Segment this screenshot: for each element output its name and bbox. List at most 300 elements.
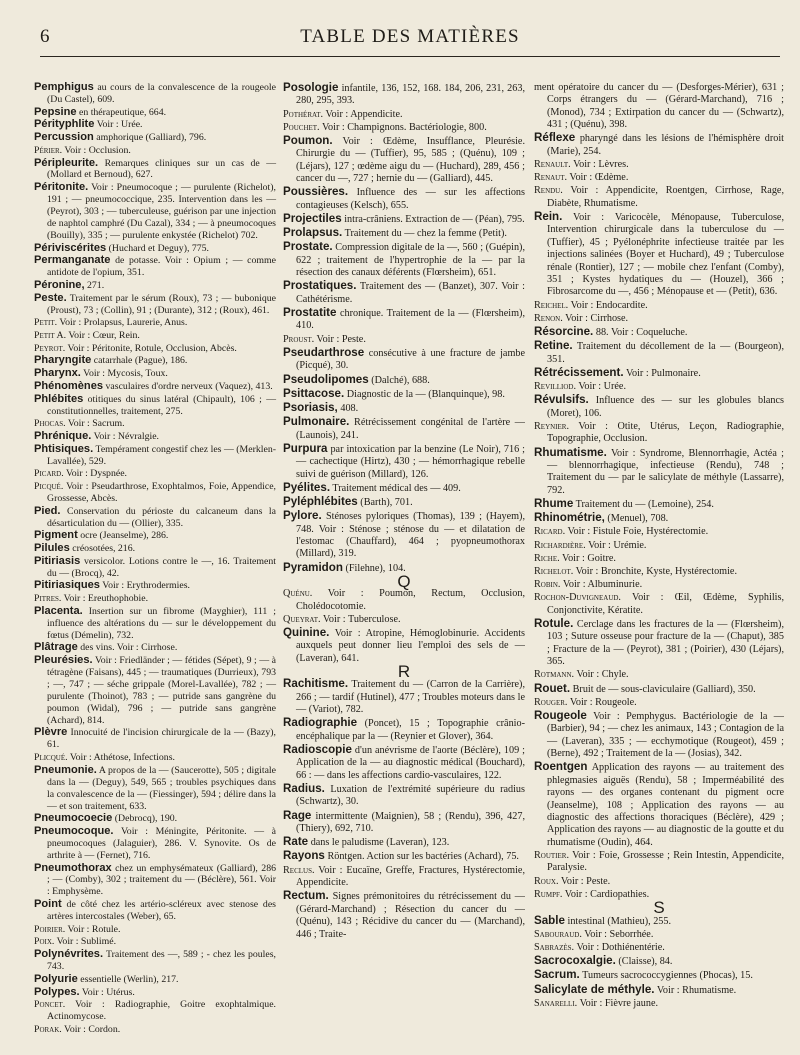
entry-term: Rayons <box>283 849 325 863</box>
index-entry <box>34 593 276 605</box>
index-entry <box>283 334 525 346</box>
entry-author: Rendu. <box>534 185 563 197</box>
entry-text: Traitement médical des — 409. <box>330 482 461 494</box>
entry-text: Voir : Peste. <box>558 875 611 887</box>
entry-text: pharyngé dans les lésions de l'hémisphère droit (Marie), 254. <box>547 133 784 157</box>
entry-term: Péritonite. <box>34 181 89 194</box>
entry-term: Pulmonaire. <box>283 415 350 429</box>
index-entry <box>34 343 276 355</box>
section-letter: S <box>653 898 665 918</box>
entry-term: Pilules <box>34 542 70 555</box>
entry-author: Richelot. <box>534 565 574 577</box>
entry-term: Poumon. <box>283 134 333 148</box>
entry-term: Pharyngite <box>34 354 92 367</box>
index-column-2 <box>283 82 525 942</box>
index-entry <box>283 307 525 333</box>
entry-text: Voir : Dothiénentérie. <box>574 941 665 953</box>
index-entry <box>34 556 276 580</box>
index-entry <box>534 185 784 210</box>
entry-text: Voir : Radiographie, Goitre exophtalmique. Actinomycose. <box>47 999 276 1023</box>
index-entry <box>34 899 276 923</box>
entry-author: Périer. <box>34 144 63 156</box>
entry-text: Voir : Urée. <box>94 119 143 131</box>
entry-text: Influence des — sur les affections contagieuses (Kelsch), 655. <box>296 187 525 211</box>
index-entry <box>283 865 525 890</box>
entry-text: 271. <box>84 279 105 291</box>
entry-text: Conservation du périoste du calcaneum dans la désarticulation du — (Ollier), 335. <box>47 505 276 529</box>
entry-term: Pylore. <box>283 509 322 523</box>
entry-text: Voir : Champignons. Bactériologie, 800. <box>319 121 487 133</box>
entry-term: Pepsine <box>34 105 77 118</box>
entry-text: de potasse. Voir : Opium ; — comme antidote de l'opium, 351. <box>47 255 276 279</box>
entry-author: Sabouraud. <box>534 928 582 940</box>
index-entry <box>34 158 276 182</box>
entry-text: Voir : Peste. <box>314 333 366 345</box>
entry-author: Renaut. <box>534 172 568 184</box>
index-entry <box>534 340 784 366</box>
entry-text: Tempérament congestif chez les — (Merklen-Lavallée), 529. <box>47 443 276 467</box>
entry-term: Phtisiques. <box>34 442 94 455</box>
entry-term: Périviscérites <box>34 241 107 254</box>
index-entry <box>534 367 784 380</box>
entry-text: Voir : Foie, Grossesse ; Rein Intestin, Appendicite, Paralysie. <box>547 850 784 874</box>
index-entry <box>534 998 784 1010</box>
index-entry <box>34 655 276 727</box>
entry-text: Compression digitale de la —, 560 ; (Guépin), 622 ; traitement de l'hypertrophie de la — par la résection des canaux déférents (Flœrsheim), 651. <box>296 242 525 279</box>
index-entry <box>534 326 784 339</box>
entry-text: (Menuel), 708. <box>604 513 669 525</box>
index-entry <box>534 929 784 941</box>
index-entry <box>534 683 784 696</box>
index-entry <box>34 381 276 393</box>
entry-term: Phrénique. <box>34 429 92 442</box>
entry-term: Pyélites. <box>283 480 331 494</box>
index-entry <box>34 82 276 106</box>
entry-text: Voir : Athétose, Infections. <box>67 752 175 764</box>
entry-text: Voir : Eucaïne, Greffe, Fractures, Hystérectomie, Appendicite. <box>296 864 525 889</box>
entry-text: dans le paludisme (Laveran), 123. <box>308 837 450 849</box>
entry-text: Insertion sur un fibrome (Mayghier), 111 ; influence des altérations du — sur le développement du fœtus (Démelin), 732. <box>47 605 276 641</box>
entry-term: Rougeole <box>534 709 587 723</box>
entry-term: Rouet. <box>534 681 571 695</box>
entry-author: Picqué. <box>34 481 64 493</box>
entry-text: Voir : Pseudarthrose, Exophtalmos, Foie, Appendice, Grossesse, Abcès. <box>47 481 276 504</box>
index-entry <box>34 355 276 367</box>
entry-term: Poussières. <box>283 185 349 199</box>
entry-author: Rouger. <box>534 696 568 708</box>
entry-author: Porak. <box>34 1023 62 1035</box>
entry-author: Riche. <box>534 552 560 564</box>
entry-text: intra-crâniens. Extraction de — (Péan), 795. <box>341 214 525 226</box>
index-entry <box>283 241 525 279</box>
entry-term: Pseudarthrose <box>283 345 365 359</box>
index-entry <box>34 752 276 764</box>
index-entry <box>34 293 276 317</box>
entry-term: Pleurésies. <box>34 654 93 667</box>
entry-text: Voir : Urée. <box>576 381 626 393</box>
index-entry <box>534 710 784 761</box>
entry-text: Application des rayons — au traitement des phlegmasies aiguës (Rendu), 58 ; Imperméabilité des rayons — des organes contenant du pigment ocre (Jeanselme), 108 ; Application des rayons — au diagnostic des affections thoraciques (Béclère), 429 ; Application des rayons — au diagnostic de la goutte et du rhumatisme (Oudin), 464. <box>547 762 784 848</box>
entry-author: Proust. <box>283 333 315 345</box>
entry-text: Voir : Seborrhée. <box>581 928 654 940</box>
index-entry <box>283 510 525 561</box>
entry-text: catarrhale (Pague), 186. <box>91 355 188 367</box>
entry-term: Rotule. <box>534 616 574 630</box>
entry-term: Pemphigus <box>34 81 94 93</box>
entry-term: Rein. <box>534 210 563 224</box>
index-entry <box>534 82 784 132</box>
entry-text: intermittente (Maignien), 58 ; (Rendu), 396, 427, (Thiery), 692, 710. <box>296 810 525 835</box>
entry-author: Sabrazès. <box>534 941 575 953</box>
index-entry <box>534 592 784 617</box>
index-entry <box>34 580 276 592</box>
entry-term: Plèvre <box>34 726 68 739</box>
entry-term: Sacrocoxalgie. <box>534 954 616 968</box>
entry-author: Routier. <box>534 850 570 862</box>
entry-term: Rate <box>283 835 309 849</box>
index-entry <box>283 227 525 240</box>
index-column-3 <box>534 82 784 1011</box>
entry-text: Voir : Chyle. <box>574 669 629 681</box>
entry-author: Petit A. <box>34 330 67 341</box>
entry-author: Rumpf. <box>534 888 563 900</box>
entry-term: Permanganate <box>34 254 111 267</box>
entry-text: Diagnostic de la — (Blanquinque), 98. <box>344 388 505 400</box>
entry-term: Révulsifs. <box>534 393 589 407</box>
entry-text: intestinal (Mathieu), 255. <box>564 915 672 927</box>
index-entry <box>534 697 784 709</box>
entry-term: Pied. <box>34 504 61 517</box>
entry-text: (Barth), 701. <box>357 496 413 508</box>
entry-term: Radioscopie <box>283 743 352 757</box>
entry-term: Pitiriasis <box>34 554 81 567</box>
entry-term: Pneumothorax <box>34 861 112 874</box>
entry-term: Retine. <box>534 339 573 353</box>
entry-text: en thérapeutique, 664. <box>76 106 167 118</box>
index-entry <box>34 330 276 342</box>
entry-term: Pyléphlébites <box>283 494 358 508</box>
entry-text: Voir : Rhumatisme. <box>654 984 737 996</box>
entry-text: Voir : Appendicite. <box>323 108 403 120</box>
entry-author: Richardière. <box>534 539 586 551</box>
section-letter: Q <box>397 571 411 591</box>
index-entry <box>534 381 784 393</box>
entry-text: versicolor. Lotions contre le —, 16. Traitement du — (Brocq), 42. <box>47 555 276 579</box>
entry-term: Point <box>34 898 62 911</box>
index-entry <box>34 506 276 530</box>
index-column-1 <box>34 82 276 1037</box>
entry-author: Plicqué. <box>34 752 68 764</box>
index-entry <box>34 924 276 936</box>
entry-term: Peste. <box>34 291 67 304</box>
index-entry <box>283 443 525 481</box>
entry-text: Innocuité de l'incision chirurgicale de la — (Bazy), 61. <box>47 727 276 751</box>
index-entry <box>34 826 276 862</box>
entry-term: Rhume <box>534 496 574 510</box>
index-entry <box>34 280 276 292</box>
index-entry <box>534 566 784 578</box>
index-entry <box>34 145 276 157</box>
index-entry <box>534 942 784 954</box>
entry-text: Influence des — sur les globules blancs (Moret), 106. <box>547 395 784 419</box>
index-entry <box>34 368 276 380</box>
entry-text: vasculaires d'ordre nerveux (Vaquez), 413. <box>103 380 273 392</box>
index-entry <box>283 614 525 626</box>
entry-term: Prostatiques. <box>283 279 357 293</box>
entry-term: Psittacose. <box>283 386 345 400</box>
entry-text: otitiques du sinus latéral (Chipault), 106 ; — constitutionnelles, traitement, 275. <box>47 393 276 417</box>
entry-text: Voir : Albuminurie. <box>560 579 643 591</box>
index-entry <box>34 530 276 542</box>
entry-text: de côté chez les artério-scléreux avec stenose des artères intercostales (Weber), 65. <box>47 899 276 923</box>
entry-term: Pitiriasiques <box>34 579 100 592</box>
entry-text: chronique. Traitement de la — (Flœrsheim), 410. <box>296 308 525 332</box>
entry-term: Rachitisme. <box>283 677 349 691</box>
entry-text: 88. Voir : Coqueluche. <box>593 327 688 339</box>
entry-text: Voir : Bronchite, Kyste, Hystérectomie. <box>573 565 738 577</box>
entry-author: Reynier. <box>534 420 570 432</box>
index-entry <box>534 955 784 968</box>
index-entry <box>34 317 276 329</box>
entry-term: Projectiles <box>283 212 342 226</box>
entry-text: Voir : Cœur, Rein. <box>66 330 140 341</box>
entry-text: Remarques cliniques sur un cas de — (Mollard et Bernoud), 627. <box>47 157 276 181</box>
index-entry <box>34 949 276 973</box>
entry-text: ocre (Jeanselme), 286. <box>77 530 169 542</box>
entry-text: Voir : Péritonite, Rotule, Occlusion, Abcès. <box>65 342 237 354</box>
index-entry <box>283 588 525 613</box>
index-entry <box>34 394 276 418</box>
entry-text: ment opératoire du cancer du — (Desforges-Mérier), 631 ; Corps étrangers du — (Gérard-Marchand), 716 ; (Monod), 734 ; Extirpation du cancer du — (Schwartz), 431 ; (Quénu), 398. <box>534 82 784 131</box>
entry-text: (Dalché), 688. <box>368 374 430 386</box>
entry-term: Pneumonie. <box>34 763 97 776</box>
page-header <box>40 22 780 57</box>
index-entry <box>283 496 525 509</box>
entry-text: (Huchard et Deguy), 775. <box>106 242 210 254</box>
entry-text: (Debrocq), 190. <box>112 813 178 825</box>
entry-text: Voir : Œdème, Insufflance, Pleurésie. Chirurgie du — (Tuffier), 95, 585 ; (Quénu), 109 ; (Léjars), 127 ; œdème aigu du — (Huchard), 289, 456 ; cancer du —, 727 ; hernie du — (Galliard), 445. <box>296 136 525 185</box>
entry-term: Pseudolipomes <box>283 372 369 386</box>
entry-term: Prolapsus. <box>283 226 343 240</box>
entry-text: chez un emphysémateux (Galliard), 286 ; — (Comby), 302 ; traitement du — (Béclère), 561. Voir : Emphysème. <box>47 862 276 898</box>
entry-text: Voir : Pulmonaire. <box>623 367 701 379</box>
entry-author: Peyrot. <box>34 342 66 354</box>
entry-term: Placenta. <box>34 604 83 617</box>
entry-author: Poix. <box>34 936 55 948</box>
index-entry <box>534 447 784 498</box>
index-entry <box>534 669 784 681</box>
entry-text: Voir : Cardiopathies. <box>562 888 650 900</box>
entry-text: Voir : Endocardite. <box>568 299 648 311</box>
index-entry <box>34 863 276 899</box>
index-entry <box>283 122 525 134</box>
entry-term: Polypes. <box>34 985 80 998</box>
index-entry <box>34 974 276 986</box>
entry-text: d'un anévrisme de l'aorte (Béclère), 109 ; Application de la — au diagnostic médical (Bouchard), 66 : — dans les affections cardio-vasculaires, 122. <box>296 745 525 781</box>
entry-author: Queyrat. <box>283 613 321 625</box>
entry-term: Pharynx. <box>34 367 81 380</box>
entry-text: Voir : Erythrodermies. <box>99 580 190 592</box>
entry-term: Péronine, <box>34 278 85 291</box>
entry-author: Roux. <box>534 875 559 887</box>
entry-author: Robin. <box>534 579 561 591</box>
entry-term: Quinine. <box>283 625 330 639</box>
index-entry <box>534 915 784 928</box>
index-entry <box>534 850 784 875</box>
entry-author: Reichel. <box>534 299 569 311</box>
index-entry <box>34 243 276 255</box>
index-entry <box>534 421 784 446</box>
entry-text: (Filehne), 104. <box>342 562 406 574</box>
index-entry <box>283 890 525 941</box>
entry-term: Pneumocoque. <box>34 825 114 837</box>
entry-text: Traitement par le sérum (Roux), 73 ; — bubonique (Proust), 73 ; (Collin), 91 ; (Durante), 312 ; (Roux), 461. <box>47 292 276 316</box>
index-entry <box>34 431 276 443</box>
entry-text: Voir : Utérus. <box>79 986 135 998</box>
index-entry <box>34 1024 276 1036</box>
entry-text: au cours de la convalescence de la rougeole (Du Castel), 609. <box>47 82 276 105</box>
entry-term: Prostate. <box>283 240 333 254</box>
entry-term: Péripleurite. <box>34 156 99 169</box>
index-entry <box>34 936 276 948</box>
index-entry <box>283 280 525 306</box>
entry-text: infantile, 136, 152, 168. 184, 206, 231, 263, 280, 295, 393. <box>296 83 525 107</box>
entry-text: Voir : Poumon, Rectum, Occlusion, Cholédocotomie. <box>296 588 525 612</box>
entry-author: Phocas. <box>34 418 66 430</box>
index-entry <box>534 172 784 184</box>
entry-text: des vins. Voir : Cirrhose. <box>77 642 178 654</box>
entry-text: Sténoses pyloriques (Thomas), 139 ; (Hayem), 748. Voir : Sténose ; sténose du — et dilatation de l'estomac (Chauffard), 464 ; pyopneumothorax (Millard), 319. <box>296 511 525 560</box>
index-entry <box>534 300 784 312</box>
entry-term: Pneumocoecie <box>34 812 113 825</box>
entry-term: Prostatite <box>283 306 337 320</box>
entry-text: Voir : Tuberculose. <box>320 613 401 625</box>
entry-text: Voir : Cordon. <box>61 1023 121 1035</box>
index-entry <box>283 482 525 495</box>
index-entry <box>283 402 525 415</box>
index-entry <box>34 606 276 642</box>
index-entry <box>34 987 276 999</box>
index-entry <box>534 159 784 171</box>
entry-term: Pigment <box>34 529 78 542</box>
entry-term: Plâtrage <box>34 641 78 654</box>
entry-text: Traitement des —, 589 ; - chez les poules, 743. <box>47 949 276 973</box>
entry-text: Voir : Lèvres. <box>570 159 629 171</box>
index-entry <box>34 468 276 480</box>
index-entry <box>34 182 276 242</box>
index-entry <box>534 132 784 158</box>
entry-term: Rhumatisme. <box>534 445 607 459</box>
entry-term: Phénomènes <box>34 379 104 392</box>
page-number: 6 <box>40 26 50 47</box>
entry-term: Sable <box>534 913 565 927</box>
index-entry <box>534 553 784 565</box>
index-entry <box>283 135 525 186</box>
index-entry <box>534 526 784 538</box>
entry-text: Voir : Dyspnée. <box>63 468 128 480</box>
index-entry <box>34 418 276 430</box>
entry-text: Voir : Prolapsus, Laurerie, Anus. <box>57 317 188 329</box>
entry-text: par intoxication par la benzine (Le Noir), 716 ; — cachectique (Hirtz), 430 ; — hémorrhagique rebelle suivi de guérison (Millard), 126. <box>296 443 525 480</box>
entry-text: Traitement des — (Banzet), 307. Voir : Cathétérisme. <box>296 281 525 305</box>
index-entry <box>34 642 276 654</box>
entry-text: Voir : Goitre. <box>559 552 616 564</box>
entry-text: Voir : Pemphygus. Bactériologie de la — (Barbier), 94 ; — chez les animaux, 143 ; Contagion de la — (Laveran), 335 ; — ecchymotique (Rougeot), 459 ; (Berne), 492 ; Traitement de la — (Josias), 342. <box>547 711 784 760</box>
entry-term: Phlébites <box>34 392 84 405</box>
entry-text: Voir : Rougeole. <box>567 696 637 708</box>
index-entry <box>283 836 525 849</box>
entry-term: Rhinométrie, <box>534 511 605 525</box>
index-entry <box>283 744 525 782</box>
entry-author: Rotmann. <box>534 669 575 681</box>
entry-text: Voir : Fistule Foie, Hystérectomie. <box>565 526 709 538</box>
entry-text: Voir : Occlusion. <box>62 144 131 156</box>
index-entry <box>34 727 276 751</box>
entry-term: Rage <box>283 808 312 822</box>
entry-term: Psoriasis, <box>283 400 338 414</box>
entry-text: Voir : Névralgie. <box>91 430 159 442</box>
entry-text: Traitement du — chez la femme (Petit). <box>342 228 507 240</box>
entry-text: Voir : Œil, Œdème, Syphilis, Conjonctivite, Kératite. <box>547 592 784 616</box>
index-entry <box>534 498 784 511</box>
entry-term: Polynévrites. <box>34 948 104 961</box>
entry-text: Luxation de l'extrémité supérieure du radius (Schwartz), 30. <box>296 784 525 808</box>
entry-author: Pothérat. <box>283 108 324 120</box>
entry-text: Voir : Urémie. <box>585 539 647 551</box>
entry-text: Voir : Pneumocoque ; — purulente (Richelot), 191 ; — pneumococcique, 235. Intervention dans les — (Peyrot), 303 ; — tuberculeuse, guérison par une injection de naphtol camphré (Du Cazal), 334 ; — à pneumocoques (Bouilly), 335 ; — purulente enkystée (Richelot) 702. <box>47 182 276 241</box>
entry-author: Renon. <box>534 312 563 324</box>
entry-text: Voir : Syndrome, Blennorrhagie, Actéa ; — blennorrhagique, infectieuse (Rendu), 748 ; Traitement du — par le salicylate de méthyle (Lassarre), 792. <box>547 447 784 496</box>
page-title: TABLE DES MATIÈRES <box>300 26 520 47</box>
entry-author: Picard. <box>34 468 64 480</box>
entry-term: Polyurie <box>34 972 78 985</box>
entry-text: Voir : Friedländer ; — fétides (Sépet), 9 ; — à tétragène (Faisans), 445 ; — traumatiques (Durrieux), 793 ; —, 747 ; — séche grippale (Morel-Lavallée), 782 ; — purulente (Thoinot), 783 ; — putride sans gangrène du poumon (Widal), 796 ; — putride sans gangrène (Achard), 814. <box>47 655 276 726</box>
entry-text: Voir : Appendicite, Roentgen, Cirrhose, Rage, Diabète, Rhumatisme. <box>547 185 784 209</box>
entry-term: Radius. <box>283 782 325 796</box>
index-entry <box>534 969 784 982</box>
index-entry <box>283 374 525 387</box>
entry-term: Réflexe <box>534 131 576 145</box>
index-entry <box>283 186 525 212</box>
entry-author: Poncet. <box>34 999 66 1011</box>
entry-term: Rétrécissement. <box>534 365 624 379</box>
entry-text: consécutive à une fracture de jambe (Picqué), 30. <box>296 347 525 372</box>
entry-text: essentielle (Werlin), 217. <box>77 973 179 985</box>
entry-term: Résorcine. <box>534 325 594 339</box>
index-entry <box>283 388 525 401</box>
entry-author: Revilliod. <box>534 381 576 393</box>
index-entry <box>34 255 276 279</box>
entry-term: Pérityphlite <box>34 118 95 131</box>
entry-text: Signes prémonitoires du rétrécissement du — (Gérard-Marchand) ; Résection du cancer du — (Quénu), 143 ; Récidive du cancer du — (Marchand), 446 ; Traite- <box>296 891 525 940</box>
index-entry <box>34 444 276 468</box>
entry-text: Voir : Sacrum. <box>65 418 125 430</box>
entry-text: Voir : Otite, Utérus, Leçon, Radiographie, Topographie, Occlusion. <box>547 420 784 445</box>
entry-author: Quénu. <box>283 588 313 600</box>
index-entry <box>534 761 784 849</box>
index-entry <box>534 512 784 525</box>
index-entry <box>34 107 276 119</box>
entry-text: Röntgen. Action sur les bactéries (Achard), 75. <box>324 851 519 863</box>
index-entry <box>283 347 525 373</box>
entry-term: Rectum. <box>283 889 329 903</box>
index-entry <box>283 810 525 836</box>
entry-text: Traitement du — (Carron de la Carrière), 266 ; — tardif (Hutinel), 477 ; Troubles moteurs dans le — (Variot), 782. <box>296 679 525 716</box>
entry-term: Percussion <box>34 131 94 144</box>
entry-term: Radiographie <box>283 716 358 730</box>
entry-text: 408. <box>337 402 359 414</box>
index-entry <box>534 211 784 299</box>
